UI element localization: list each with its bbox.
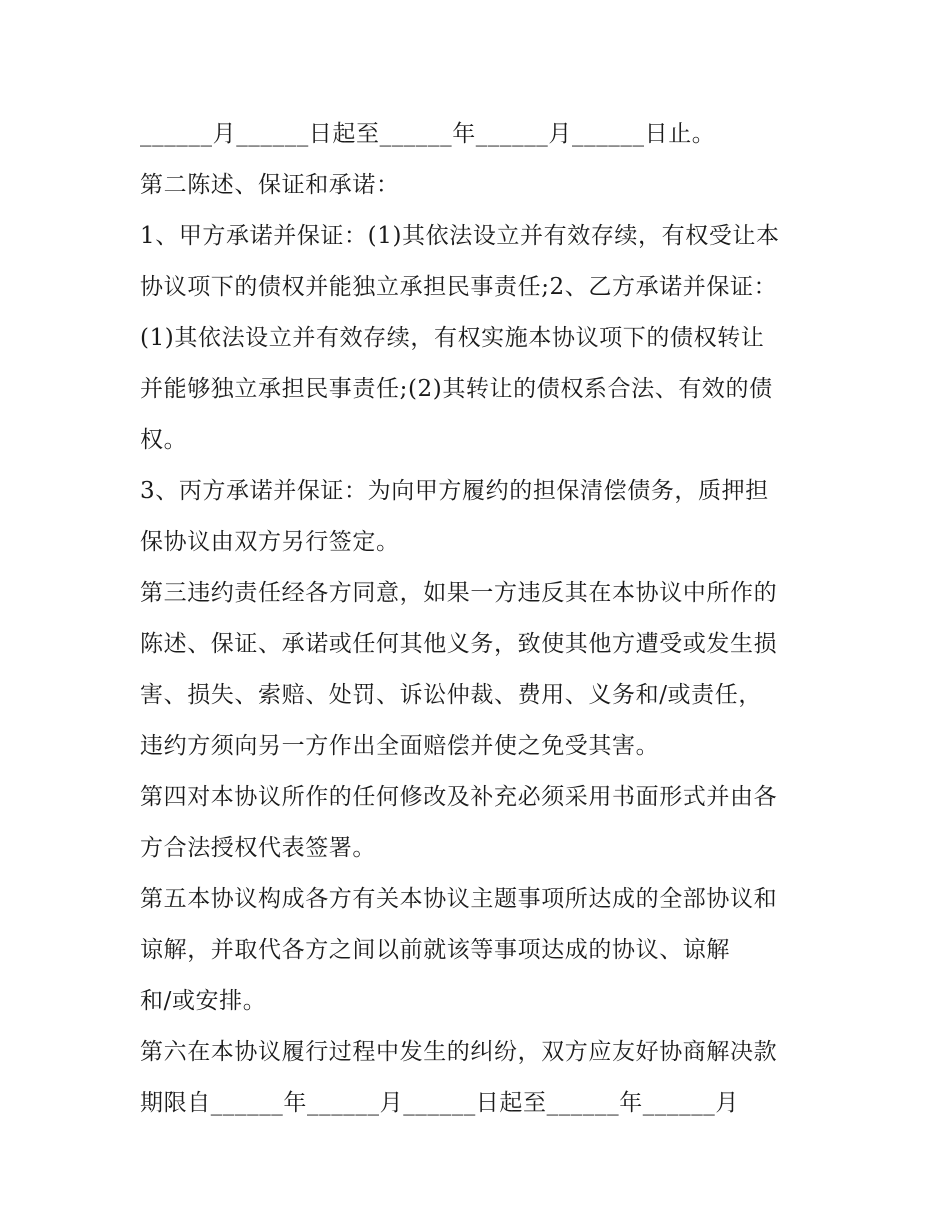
text-line: 并能够独立承担民事责任;(2)其转让的债权系合法、有效的债 xyxy=(140,376,773,402)
text-line: 违约方须向另一方作出全面赔偿并使之免受其害。 xyxy=(140,733,660,759)
text-line: 保协议由双方另行签定。 xyxy=(140,529,400,555)
text-line: (1)其依法设立并有效存续，有权实施本协议项下的债权转让 xyxy=(140,325,765,351)
text-line: 方合法授权代表签署。 xyxy=(140,835,376,861)
text-line: 协议项下的债权并能独立承担民事责任;2、乙方承诺并保证： xyxy=(140,274,778,300)
document-body xyxy=(140,109,820,1129)
text-line: 3、丙方承诺并保证：为向甲方履约的担保清偿债务，质押担 xyxy=(140,478,769,504)
text-line: 陈述、保证、承诺或任何其他义务，致使其他方遭受或发生损 xyxy=(140,631,778,657)
text-line: ______月______日起至______年______月______日止。 xyxy=(140,121,716,147)
text-line: 害、损失、索赔、处罚、诉讼仲裁、费用、义务和/或责任， xyxy=(140,682,762,708)
text-line: 第五本协议构成各方有关本协议主题事项所达成的全部协议和 xyxy=(140,886,778,912)
text-line: 谅解，并取代各方之间以前就该等事项达成的协议、谅解 xyxy=(140,937,730,963)
text-line: 1、甲方承诺并保证：(1)其依法设立并有效存续，有权受让本 xyxy=(140,223,780,249)
text-line: 第六在本协议履行过程中发生的纠纷，双方应友好协商解决款 xyxy=(140,1039,778,1065)
text-line: 第二陈述、保证和承诺： xyxy=(140,172,400,198)
text-line: 权。 xyxy=(140,427,188,453)
text-line: 第三违约责任经各方同意，如果一方违反其在本协议中所作的 xyxy=(140,580,778,606)
text-line: 第四对本协议所作的任何修改及补充必须采用书面形式并由各 xyxy=(140,784,778,810)
text-line: 期限自______年______月______日起至______年______月 xyxy=(140,1090,739,1116)
text-line: 和/或安排。 xyxy=(140,988,267,1014)
